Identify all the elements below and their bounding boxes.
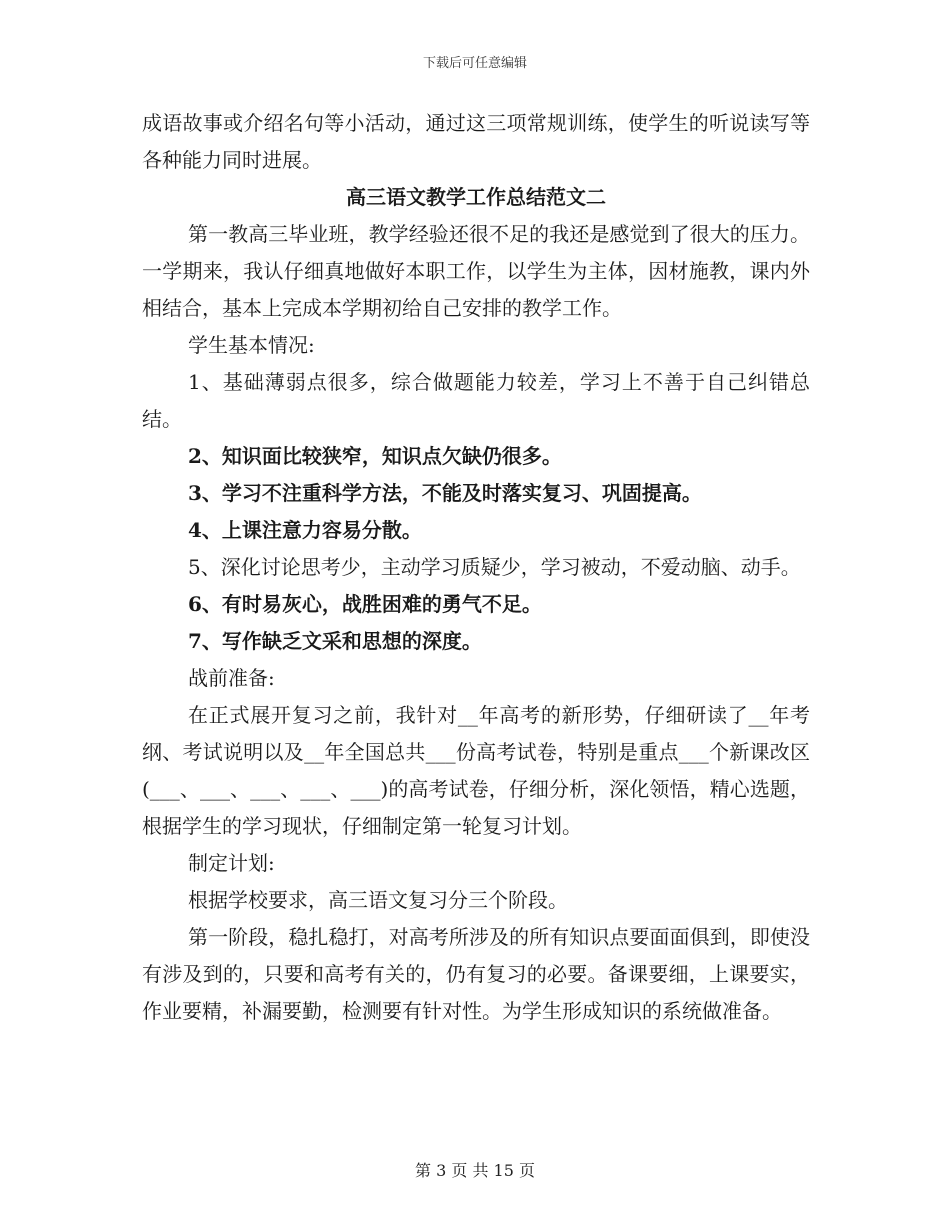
page-header-note: 下载后可任意编辑: [422, 56, 527, 71]
section-title: 高三语文教学工作总结范文二: [346, 185, 606, 209]
list-item-3: 3、学习不注重科学方法，不能及时落实复习、巩固提高。: [188, 481, 702, 505]
list-item-5: 5、深化讨论思考少，主动学习质疑少，学习被动，不爱动脑、动手。: [188, 555, 801, 579]
heading-student-situation: 学生基本情况:: [188, 333, 315, 357]
heading-plan: 制定计划:: [188, 851, 275, 875]
paragraph-intro: 第一教高三毕业班，教学经验还很不足的我还是感觉到了很大的压力。一学期来，我认仔细真地做好本职工作，以学生为主体，因材施教，课内外相结合，基本上完成本学期初给自己安排的教学工作。: [142, 222, 810, 320]
list-item-2: 2、知识面比较狭窄，知识点欠缺仍很多。: [188, 444, 562, 468]
paragraph-stage-one: 第一阶段，稳扎稳打，对高考所涉及的所有知识点要面面俱到，即使没有涉及到的，只要和高考有关的，仍有复习的必要。备课要细，上课要实，作业要精，补漏要勤，检测要有针对性。为学生形成知识的系统做准备。: [142, 925, 810, 1023]
page-number: 第 3 页 共 15 页: [415, 1161, 535, 1180]
list-item-6: 6、有时易灰心，战胜困难的勇气不足。: [188, 592, 542, 616]
heading-preparation: 战前准备:: [188, 666, 275, 690]
list-item-4: 4、上课注意力容易分散。: [188, 518, 422, 542]
paragraph-plan-overview: 根据学校要求，高三语文复习分三个阶段。: [188, 888, 568, 912]
list-item-1: 1、基础薄弱点很多，综合做题能力较差，学习上不善于自己纠错总结。: [142, 370, 810, 431]
document-body: [142, 105, 810, 1030]
paragraph-continued: 成语故事或介绍名句等小活动，通过这三项常规训练，使学生的听说读写等各种能力同时进展。: [142, 111, 810, 172]
list-item-7: 7、写作缺乏文采和思想的深度。: [188, 629, 482, 653]
paragraph-preparation: 在正式展开复习之前，我针对__年高考的新形势，仔细研读了__年考纲、考试说明以及__年全国总共___份高考试卷，特别是重点___个新课改区(___、___、___、___、___)的高考试卷，仔细分析，深化领悟，精心选题，根据学生的学习现状，仔细制定第一轮复习计划。: [142, 703, 810, 838]
